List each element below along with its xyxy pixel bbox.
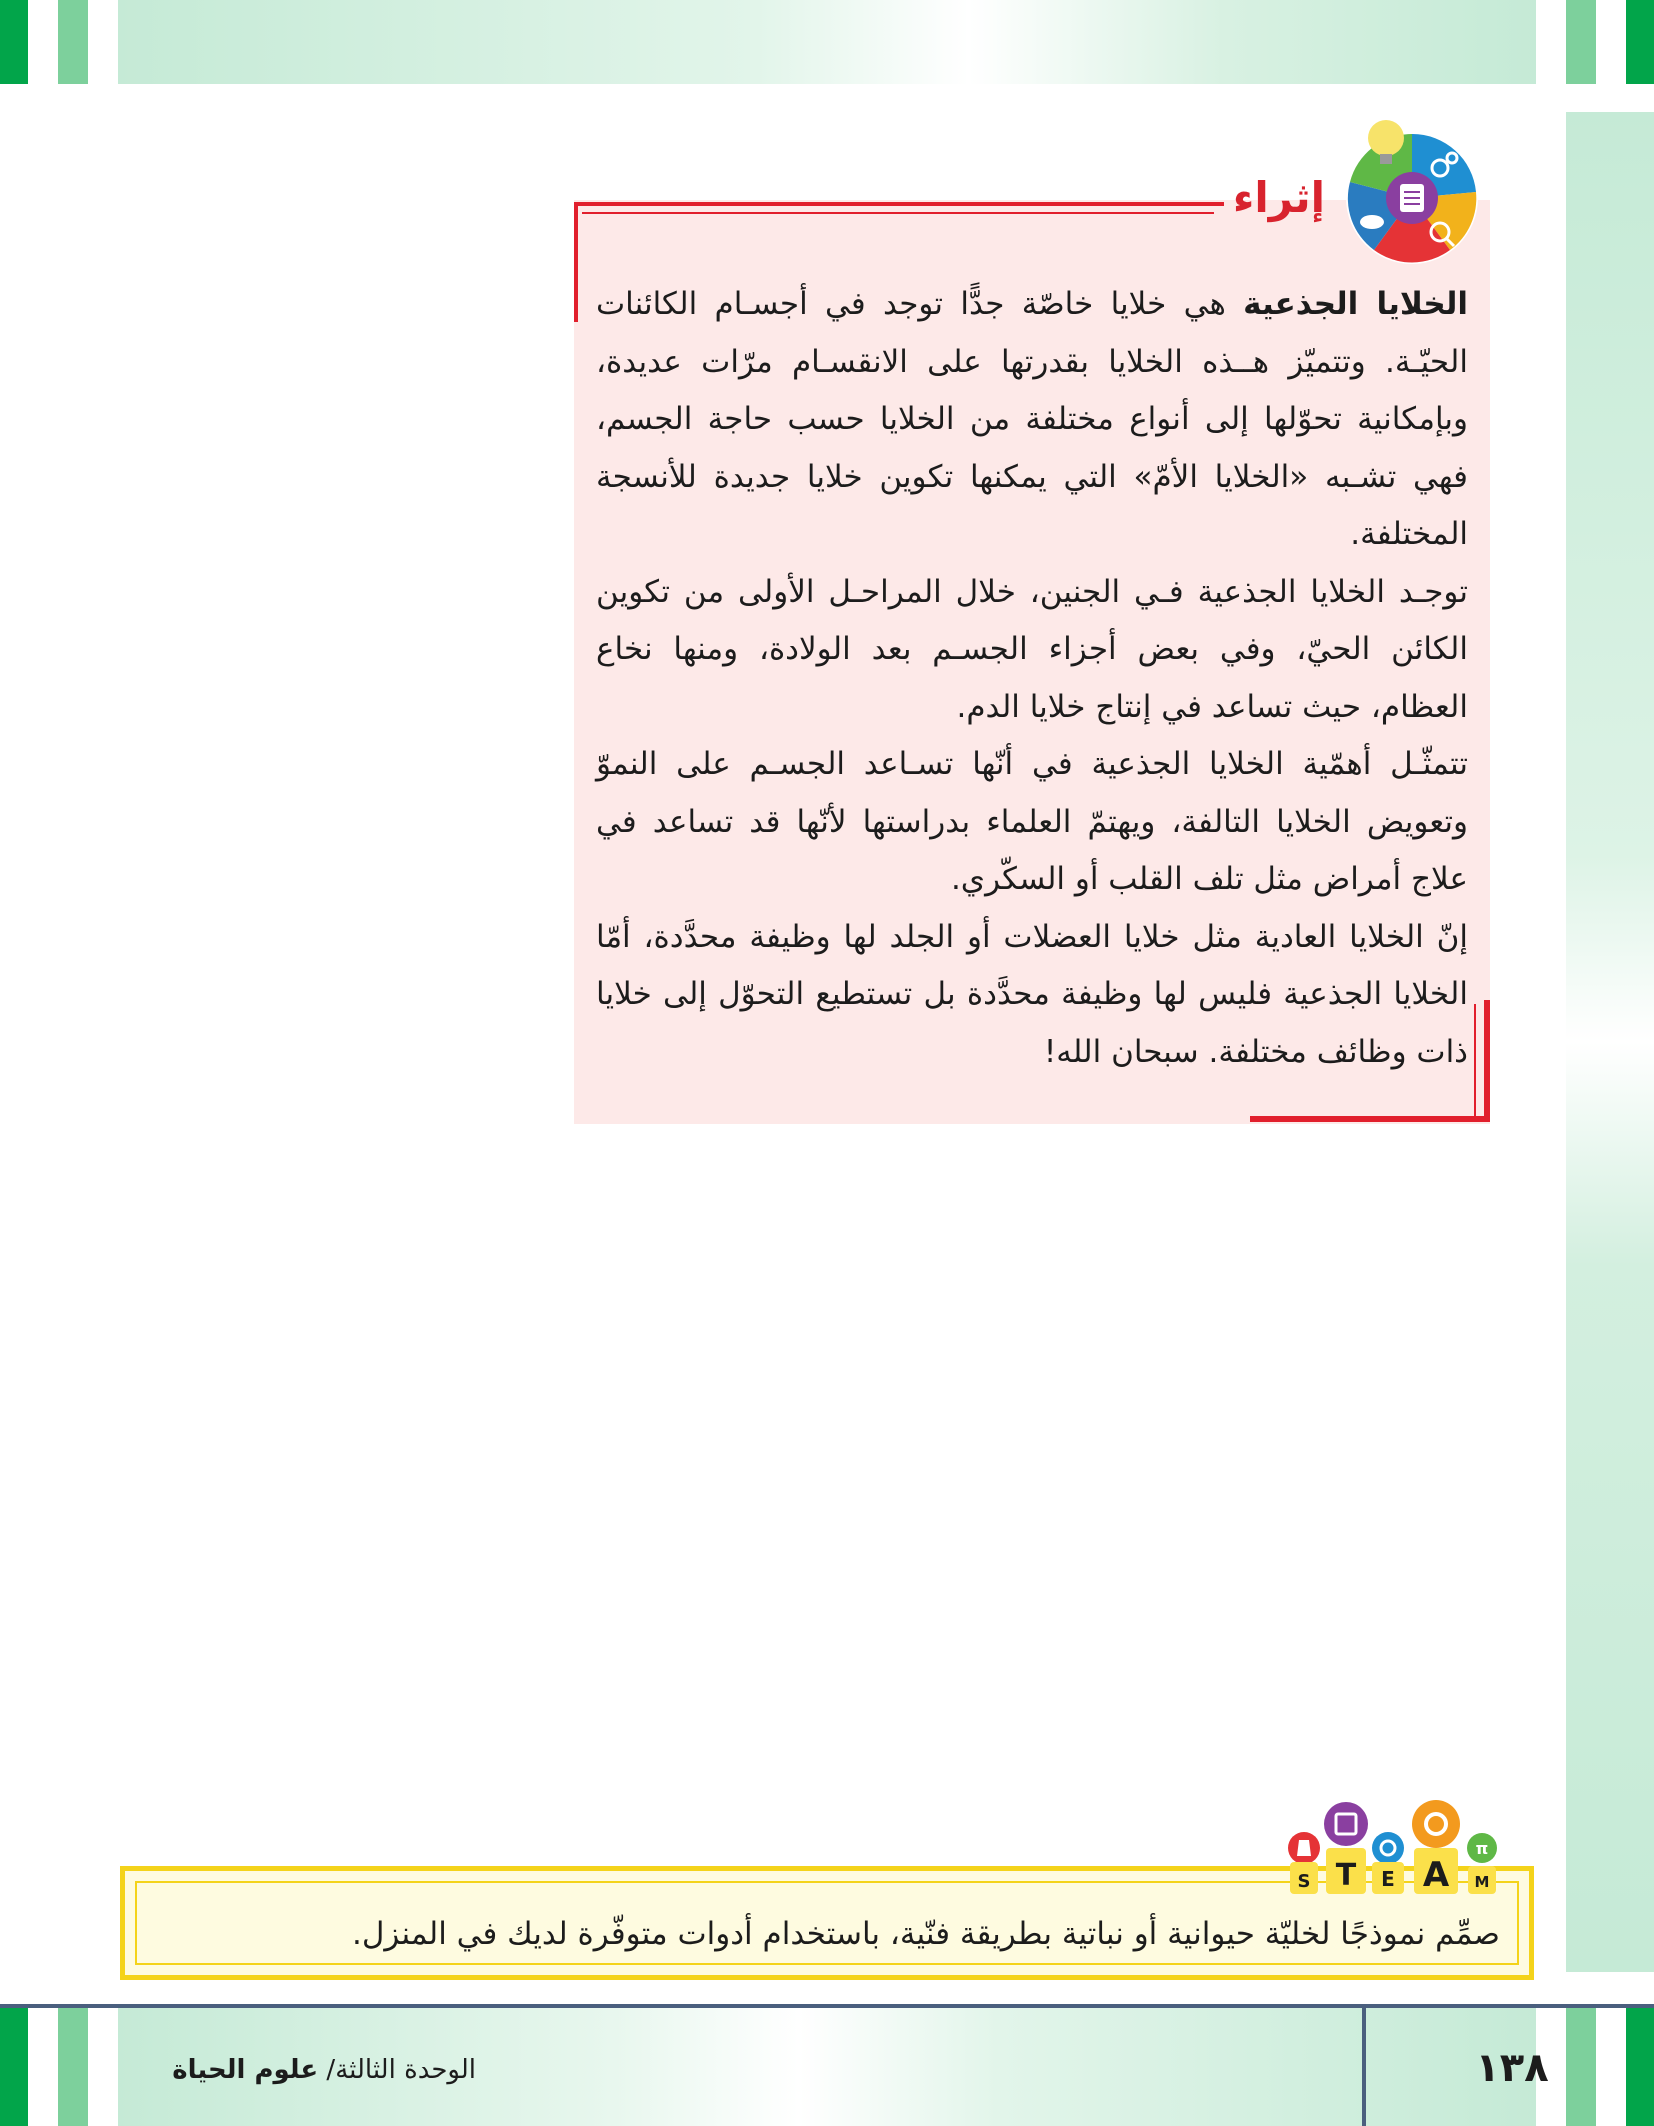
steam-letter-s: S [1297, 1871, 1311, 1892]
enrichment-paragraph-4: إنّ الخلايا العادية مثل خلايا العضلات أو الجلد لها وظيفة محدَّدة، أمّا الخلايا الجذعية فليس لها وظيفة محدَّدة بل تستطيع التحوّل إلى خلايا ذات وظائف مختلفة. سبحان الله! [596, 918, 1468, 1070]
enrichment-frame-right [1484, 1000, 1490, 1122]
enrichment-paragraph-2: توجـد الخلايا الجذعية فـي الجنين، خلال المراحـل الأولى من تكوين الكائن الحيّ، وفي بعض أجزاء الجسـم بعد الولادة، ومنها نخاع العظام، حيث تساعد في إنتاج خلايا الدم. [596, 573, 1468, 725]
enrichment-frame-top-inner [582, 212, 1214, 214]
enrichment-pie-icon [1330, 112, 1486, 268]
top-lightgreen-stripe-right [1566, 0, 1596, 84]
enrichment-text [596, 276, 1468, 1081]
top-green-stripe-right [1626, 0, 1654, 84]
enrichment-frame-right-inner [1474, 1004, 1476, 1116]
footer-green-stripe-left [0, 2008, 28, 2126]
footer-lightgreen-stripe-left [58, 2008, 88, 2126]
enrichment-paragraph-3: تتمثّـل أهمّية الخلايا الجذعية في أنّها تسـاعد الجسـم على النموّ وتعويض الخلايا التالفة، ويهتمّ العلماء بدراستها لأنّها قد تساعد في علاج أمراض مثل تلف القلب أو السكّري. [596, 746, 1468, 897]
footer-green-stripe-right [1626, 2008, 1654, 2126]
right-side-strip [1566, 112, 1654, 1972]
enrichment-frame-bottom [1250, 1116, 1490, 1122]
steam-letter-e: E [1381, 1867, 1395, 1891]
steam-letter-a: A [1422, 1855, 1450, 1895]
footer-lightgreen-stripe-right [1566, 2008, 1596, 2126]
enrichment-paragraph-1 [596, 276, 1468, 564]
steam-activity-text: صمِّم نموذجًا لخليّة حيوانية أو نباتية بطريقة فنّية، باستخدام أدوات متوفّرة لديك في المنزل. [351, 1916, 1500, 1952]
footer-unit-label [136, 2048, 476, 2092]
top-gradient-panel [118, 0, 1536, 84]
svg-text:π: π [1475, 1839, 1489, 1858]
steam-letter-m: M [1474, 1873, 1490, 1891]
top-decorative-band [0, 0, 1654, 84]
unit-name: الوحدة الثالثة/ [318, 2055, 476, 2085]
steam-letter-t: T [1335, 1858, 1357, 1893]
top-green-stripe-left [0, 0, 28, 84]
steam-logo-icon [1284, 1796, 1504, 1900]
footer-divider [1362, 2008, 1366, 2126]
enrichment-frame-left [574, 202, 578, 322]
enrichment-title: إثراء [1232, 173, 1326, 222]
subject-name: علوم الحياة [172, 2055, 319, 2085]
stem-cells-term: الخلايا الجذعية [1243, 286, 1468, 322]
top-lightgreen-stripe-left [58, 0, 88, 84]
page-number: ١٣٨ [1475, 2045, 1549, 2091]
enrichment-frame-top [574, 202, 1224, 210]
paragraph-1-body: هي خلايا خاصّة جدًّا توجد في أجسـام الكائنات الحيّـة. وتتميّز هــذه الخلايا بقدرتها على الانقسـام مرّات عديدة، وبإمكانية تحوّلها إلى أنواع مختلفة من الخلايا حسب حاجة الجسم، فهي تشـبه «الخلايا الأمّ» التي يمكنها تكوين خلايا جديدة للأنسجة المختلفة. [596, 286, 1468, 552]
